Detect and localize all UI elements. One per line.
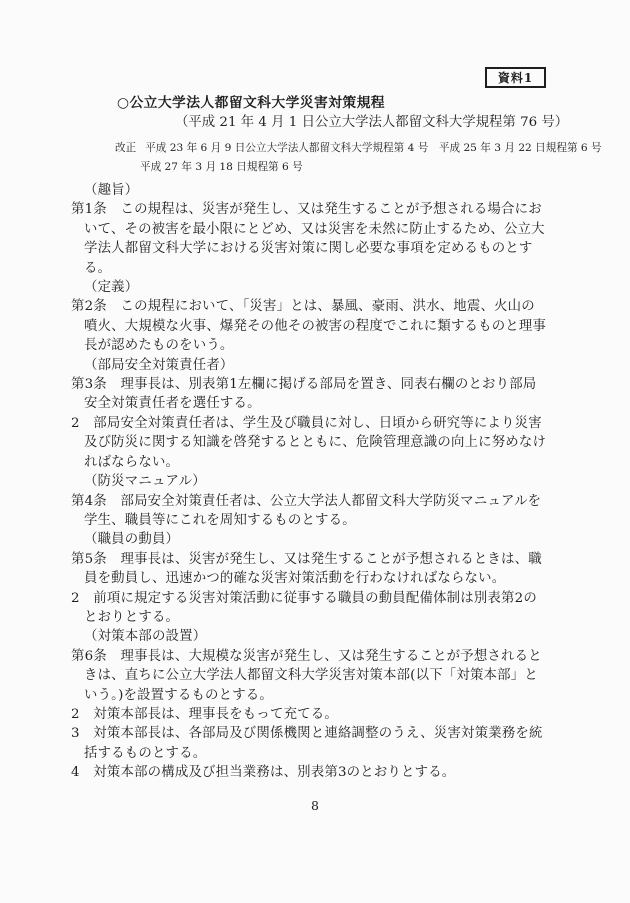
amendment-line-2: 平成 27 年 3 月 18 日規程第 6 号 [140, 160, 303, 173]
document-line: きは、直ちに公立大学法人都留文科大学災害対策本部(以下「対策本部」と [84, 668, 538, 684]
document-line: いて、その被害を最小限にとどめ、又は災害を未然に防止するため、公立大 [84, 221, 545, 237]
amendment-line-1: 平成 23 年 6 月 9 日公立大学法人都留文科大学規程第 4 号 平成 25 年 3 月 22 日規程第 6 号 [145, 142, 602, 154]
amendment-label: 改正 [115, 142, 137, 154]
document-line: 2 部局安全対策責任者は、学生及び職員に対し、日頃から研究等により災害 [71, 415, 542, 431]
document-line: ればならない。 [84, 454, 180, 470]
document-subtitle: （平成 21 年 4 月 1 日公立大学法人都留文科大学規程第 76 号） [175, 115, 569, 130]
document-title: ○公立大学法人都留文科大学災害対策規程 [117, 95, 385, 111]
reference-tag-label: 資料1 [497, 71, 534, 85]
document-line: （定義） [84, 280, 139, 296]
document-line: 学法人都留文科大学における災害対策に関し必要な事項を定めるものとす [84, 241, 533, 257]
document-line: 2 対策本部長は、理事長をもって充てる。 [71, 706, 338, 722]
document-line: 第2条 この規程において、「災害」とは、暴風、豪雨、洪水、地震、火山の [71, 299, 535, 315]
reference-tag-box [485, 67, 546, 88]
document-line: （対策本部の設置） [84, 629, 207, 645]
document-line: 4 対策本部の構成及び担当業務は、別表第3のとおりとする。 [71, 765, 456, 781]
document-line: 安全対策責任者を選任する。 [84, 396, 261, 412]
document-line: 第5条 理事長は、災害が発生し、又は発生することが予想されるときは、職 [71, 551, 542, 567]
document-line: 噴火、大規模な火事、爆発その他その被害の程度でこれに類するものと理事 [84, 318, 547, 334]
document-line: （部局安全対策責任者） [84, 357, 234, 373]
document-line: 長が認めたものをいう。 [84, 338, 234, 354]
document-line: る。 [84, 260, 112, 276]
document-line: 3 対策本部長は、各部局及び関係機関と連絡調整のうえ、災害対策業務を統 [71, 726, 543, 742]
document-line: 第4条 部局安全対策責任者は、公立大学法人都留文科大学防災マニュアルを [71, 493, 542, 509]
document-line: （趣旨） [84, 183, 139, 198]
document-line: 第1条 この規程は、災害が発生し、又は発生することが予想される場合にお [71, 202, 542, 218]
document-body [0, 179, 630, 781]
amendment-note [115, 139, 602, 176]
document-line: 第3条 理事長は、別表第1左欄に掲げる部局を置き、同表右欄のとおり部局 [71, 377, 537, 393]
document-line: （防災マニュアル） [84, 474, 206, 490]
document-line: 第6条 理事長は、大規模な災害が発生し、又は発生することが予想されると [71, 648, 542, 664]
document-line: 員を動員し、迅速かつ的確な災害対策活動を行わなければならない。 [84, 571, 506, 587]
document-line: いう。)を設置するものとする。 [84, 687, 273, 703]
document-line: とおりとする。 [84, 609, 180, 625]
page-number: 8 [311, 798, 319, 813]
document-line: （職員の動員） [84, 532, 180, 548]
document-line: 括するものとする。 [84, 745, 207, 761]
document-line: 学生、職員等にこれを周知するものとする。 [84, 512, 356, 528]
document-line: 2 前項に規定する災害対策活動に従事する職員の動員配備体制は別表第2の [71, 590, 537, 606]
document-line: 及び防災に関する知識を啓発するとともに、危険管理意識の向上に努めなけ [84, 435, 547, 451]
